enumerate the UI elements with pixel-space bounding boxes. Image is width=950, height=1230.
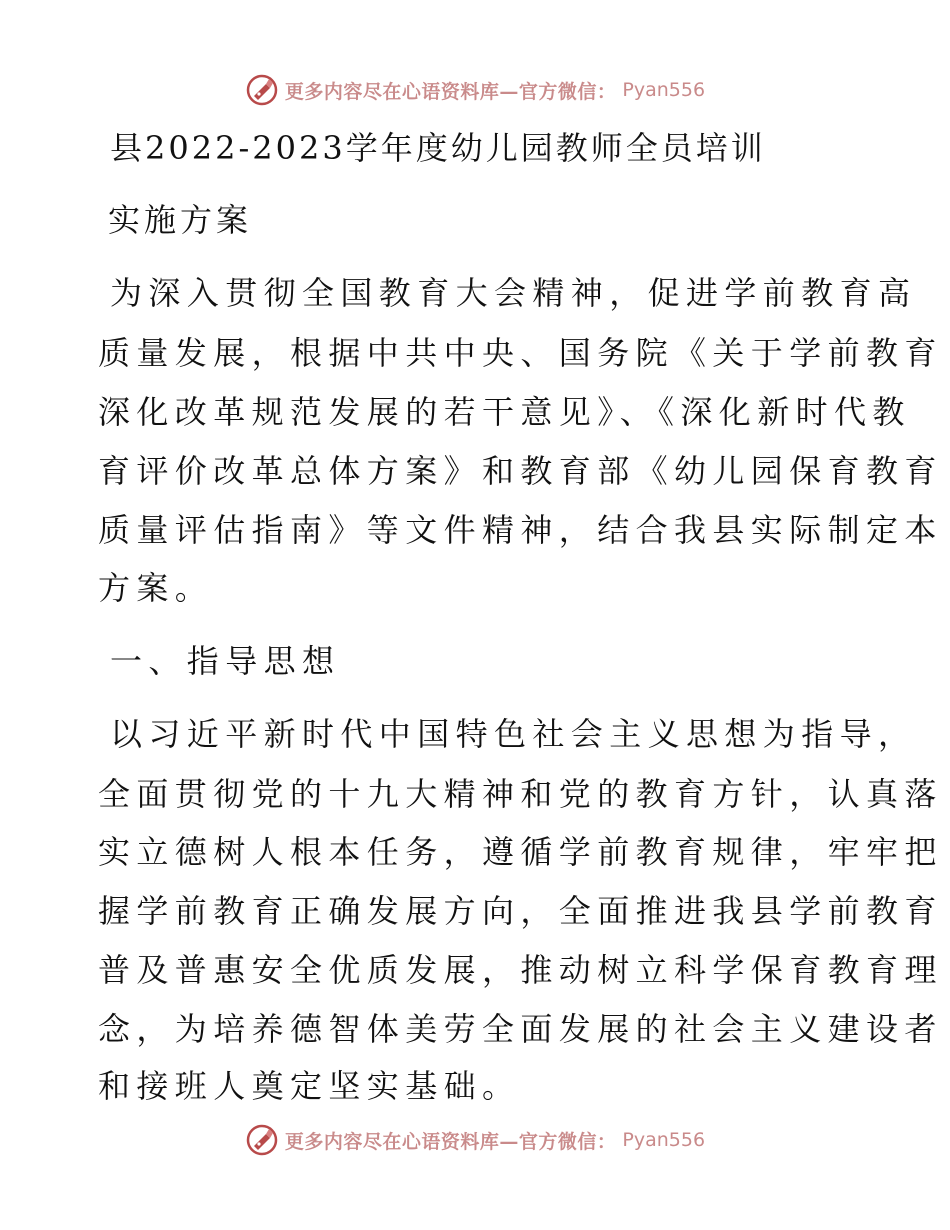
section-line: 握学前教育正确发展方向，全面推进我县学前教育 (98, 892, 943, 930)
section-line: 以习近平新时代中国特色社会主义思想为指导， (110, 715, 917, 753)
banner-text: 更多内容尽在心语资料库—官方微信： (284, 1130, 617, 1153)
section-heading: 一、指导思想 (110, 642, 341, 680)
header-banner (0, 72, 950, 108)
section-line: 和接班人奠定坚实基础。 (98, 1067, 521, 1105)
section-line: 念，为培养德智体美劳全面发展的社会主义建设者 (98, 1010, 943, 1048)
section-line: 实立德树人根本任务，遵循学前教育规律，牢牢把 (98, 833, 943, 871)
intro-line: 育评价改革总体方案》和教育部《幼儿园保育教育 (98, 452, 943, 490)
intro-line: 质量发展，根据中共中央、国务院《关于学前教育 (98, 334, 943, 372)
intro-line: 为深入贯彻全国教育大会精神，促进学前教育高 (110, 274, 917, 312)
section-line: 全面贯彻党的十九大精神和党的教育方针，认真落 (98, 775, 943, 813)
intro-line: 质量评估指南》等文件精神，结合我县实际制定本 (98, 511, 943, 549)
wechat-id: Pyan556 (622, 1129, 706, 1151)
pen-nib-icon (245, 73, 279, 107)
banner-text: 更多内容尽在心语资料库—官方微信： (284, 80, 617, 103)
section-line: 普及普惠安全优质发展，推动树立科学保育教育理 (98, 951, 943, 989)
document-title: 县2022-2023学年度幼儿园教师全员培训 (110, 129, 766, 167)
intro-line: 方案。 (98, 569, 214, 607)
pen-nib-icon (245, 1123, 279, 1157)
document-subtitle: 实施方案 (108, 201, 253, 239)
intro-line: 深化改革规范发展的若干意见》、《深化新时代教 (98, 393, 911, 431)
wechat-id: Pyan556 (622, 79, 706, 101)
footer-banner (0, 1122, 950, 1158)
